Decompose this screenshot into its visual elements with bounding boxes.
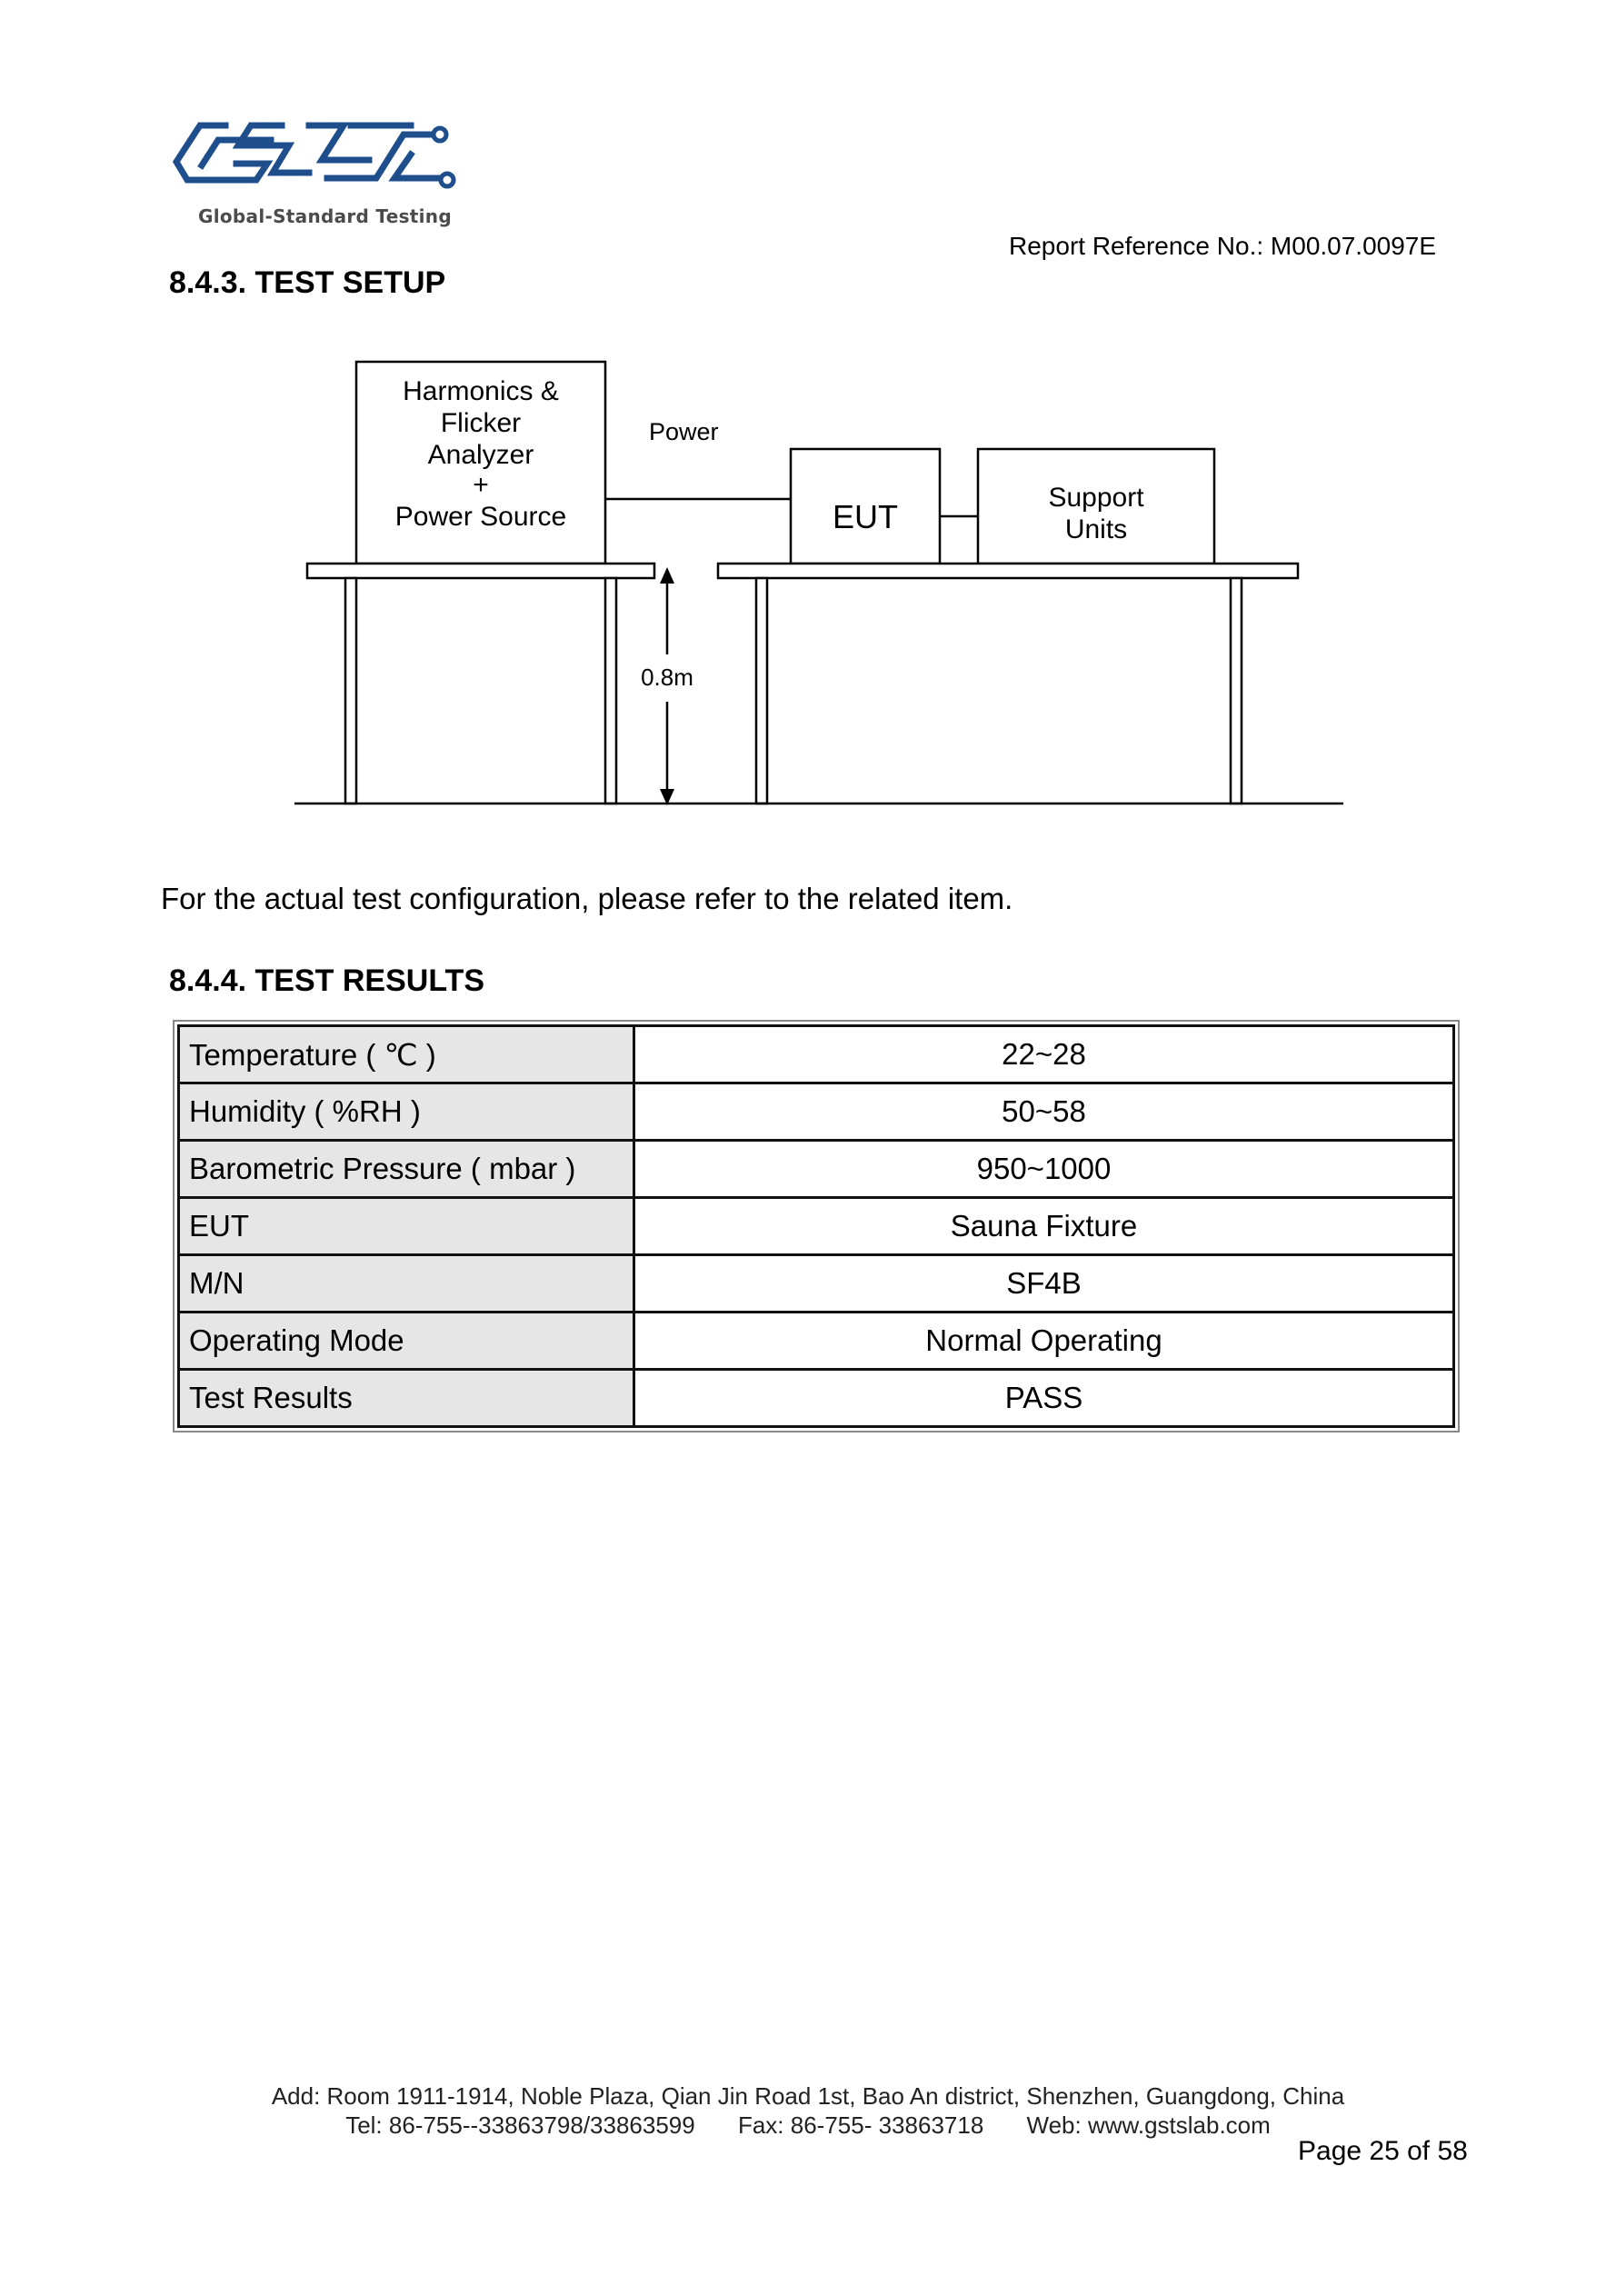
row-label: Operating Mode	[179, 1313, 634, 1370]
company-logo	[173, 118, 464, 229]
row-label: Test Results	[179, 1370, 634, 1427]
analyzer-label-line: Flicker	[440, 408, 522, 438]
row-label: Barometric Pressure ( mbar )	[179, 1141, 634, 1198]
row-value: 50~58	[634, 1083, 1454, 1141]
row-value: Normal Operating	[634, 1313, 1454, 1370]
page-footer	[0, 2081, 1616, 2140]
height-label: 0.8m	[641, 664, 693, 691]
support-units-label-line: Support	[1048, 483, 1144, 513]
row-label: Humidity ( %RH )	[179, 1083, 634, 1141]
table-row	[179, 1255, 1454, 1313]
row-label: EUT	[179, 1198, 634, 1255]
footer-address: Add: Room 1911-1914, Noble Plaza, Qian Jin Road 1st, Bao An district, Shenzhen, Guangdong, China	[271, 2082, 1345, 2110]
row-label: M/N	[179, 1255, 634, 1313]
eut-label: EUT	[833, 498, 898, 535]
support-units-label-line: Units	[1064, 514, 1128, 544]
analyzer-label-line: Analyzer	[427, 440, 534, 470]
row-value: 950~1000	[634, 1141, 1454, 1198]
right-table-leg-right	[1231, 578, 1242, 804]
arrow-up-icon	[660, 567, 674, 584]
row-value: Sauna Fixture	[634, 1198, 1454, 1255]
table-row	[179, 1313, 1454, 1370]
table-row	[179, 1141, 1454, 1198]
table-row	[179, 1026, 1454, 1083]
test-results-table	[173, 1020, 1460, 1433]
right-table-top	[718, 564, 1298, 578]
left-table-leg-right	[605, 578, 616, 804]
right-table-leg-left	[756, 578, 767, 804]
table-row	[179, 1083, 1454, 1141]
section-heading-test-results: 8.4.4. TEST RESULTS	[169, 963, 485, 998]
row-value: 22~28	[634, 1026, 1454, 1083]
power-label: Power	[649, 418, 719, 445]
analyzer-label-line: Harmonics &	[403, 376, 559, 406]
setup-note: For the actual test configuration, please refer to the related item.	[161, 882, 1013, 915]
table-row	[179, 1370, 1454, 1427]
table-row	[179, 1198, 1454, 1255]
report-reference: Report Reference No.: M00.07.0097E	[1009, 232, 1437, 260]
gst-logo-mark	[173, 118, 464, 209]
row-value: PASS	[634, 1370, 1454, 1427]
footer-web: Web: www.gstslab.com	[1026, 2111, 1271, 2139]
test-setup-diagram	[282, 345, 1354, 818]
footer-tel: Tel: 86-755--33863798/33863599	[345, 2111, 695, 2139]
left-table-top	[307, 564, 654, 578]
analyzer-label-line: Power Source	[394, 502, 567, 532]
row-label: Temperature ( ℃ )	[179, 1026, 634, 1083]
section-heading-test-setup: 8.4.3. TEST SETUP	[169, 265, 446, 300]
row-value: SF4B	[634, 1255, 1454, 1313]
analyzer-label-line: +	[473, 470, 489, 500]
page-number: Page 25 of 58	[1298, 2136, 1468, 2166]
left-table-leg-left	[345, 578, 356, 804]
logo-text: Global-Standard Testing	[198, 205, 452, 227]
footer-fax: Fax: 86-755- 33863718	[737, 2111, 984, 2139]
